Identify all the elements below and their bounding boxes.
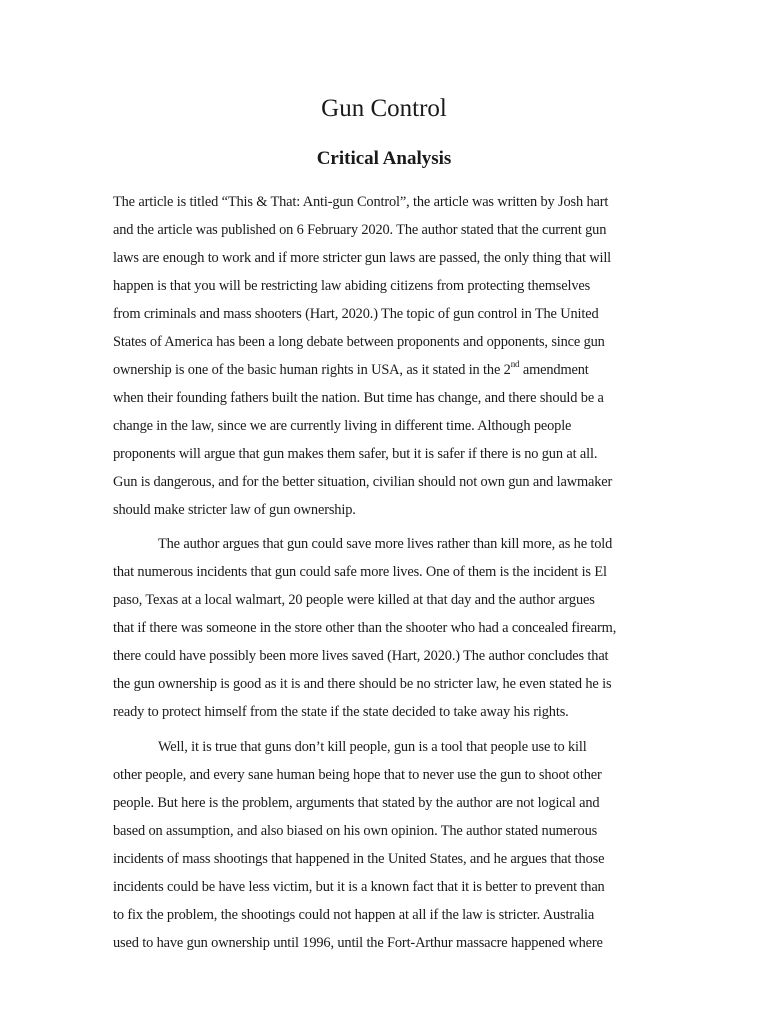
- paragraph-2: [113, 530, 673, 726]
- text-line: from criminals and mass shooters (Hart, 2020.) The topic of gun control in The United: [113, 306, 599, 322]
- document-title: Gun Control: [321, 95, 447, 122]
- text-line: Gun is dangerous, and for the better situation, civilian should not own gun and lawmaker: [113, 474, 613, 490]
- text-line: and the article was published on 6 February 2020. The author stated that the current gun: [113, 222, 607, 238]
- document-subtitle: Critical Analysis: [316, 148, 452, 169]
- text-fragment: ownership is one of the basic human rights in USA, as it stated in the 2: [113, 362, 511, 378]
- text-line: the gun ownership is good as it is and there should be no stricter law, he even stated he is: [113, 676, 612, 692]
- text-fragment: amendment: [519, 362, 589, 378]
- text-line: to fix the problem, the shootings could not happen at all if the law is stricter. Australia: [113, 907, 595, 923]
- document-body: [113, 188, 673, 957]
- paragraph-3: [113, 733, 673, 957]
- ordinal-superscript: nd: [510, 359, 520, 370]
- text-line: incidents could be have less victim, but it is a known fact that it is better to prevent than: [113, 879, 605, 895]
- paragraph-1: [113, 188, 673, 524]
- text-line: that if there was someone in the store other than the shooter who had a concealed firearm,: [113, 620, 617, 636]
- text-line: other people, and every sane human being hope that to never use the gun to shoot other: [113, 767, 602, 783]
- text-line: The article is titled “This & That: Anti-gun Control”, the article was written by Josh hart: [113, 194, 609, 210]
- text-line: change in the law, since we are currently living in different time. Although people: [113, 418, 572, 434]
- text-line: based on assumption, and also biased on his own opinion. The author stated numerous: [113, 823, 598, 839]
- text-line: [113, 733, 673, 761]
- text-line: that numerous incidents that gun could safe more lives. One of them is the incident is El: [113, 564, 607, 580]
- text-fragment: The author argues that gun could save more lives rather than kill more, as he told: [158, 536, 613, 552]
- text-line: States of America has been a long debate between proponents and opponents, since gun: [113, 334, 605, 350]
- text-line: happen is that you will be restricting law abiding citizens from protecting themselves: [113, 278, 591, 294]
- text-line: should make stricter law of gun ownership.: [113, 502, 356, 518]
- text-line: incidents of mass shootings that happened in the United States, and he argues that those: [113, 851, 605, 867]
- text-line: [113, 356, 673, 384]
- text-line: ready to protect himself from the state if the state decided to take away his rights.: [113, 704, 569, 720]
- text-line: there could have possibly been more lives saved (Hart, 2020.) The author concludes that: [113, 648, 609, 664]
- text-line: [113, 530, 673, 558]
- text-line: laws are enough to work and if more stricter gun laws are passed, the only thing that will: [113, 250, 612, 266]
- text-line: when their founding fathers built the nation. But time has change, and there should be a: [113, 390, 604, 406]
- text-line: paso, Texas at a local walmart, 20 people were killed at that day and the author argues: [113, 592, 595, 608]
- text-line: proponents will argue that gun makes them safer, but it is safer if there is no gun at all.: [113, 446, 598, 462]
- text-line: used to have gun ownership until 1996, until the Fort-Arthur massacre happened where: [113, 935, 603, 951]
- text-fragment: Well, it is true that guns don’t kill people, gun is a tool that people use to kill: [158, 739, 587, 755]
- text-line: people. But here is the problem, arguments that stated by the author are not logical and: [113, 795, 600, 811]
